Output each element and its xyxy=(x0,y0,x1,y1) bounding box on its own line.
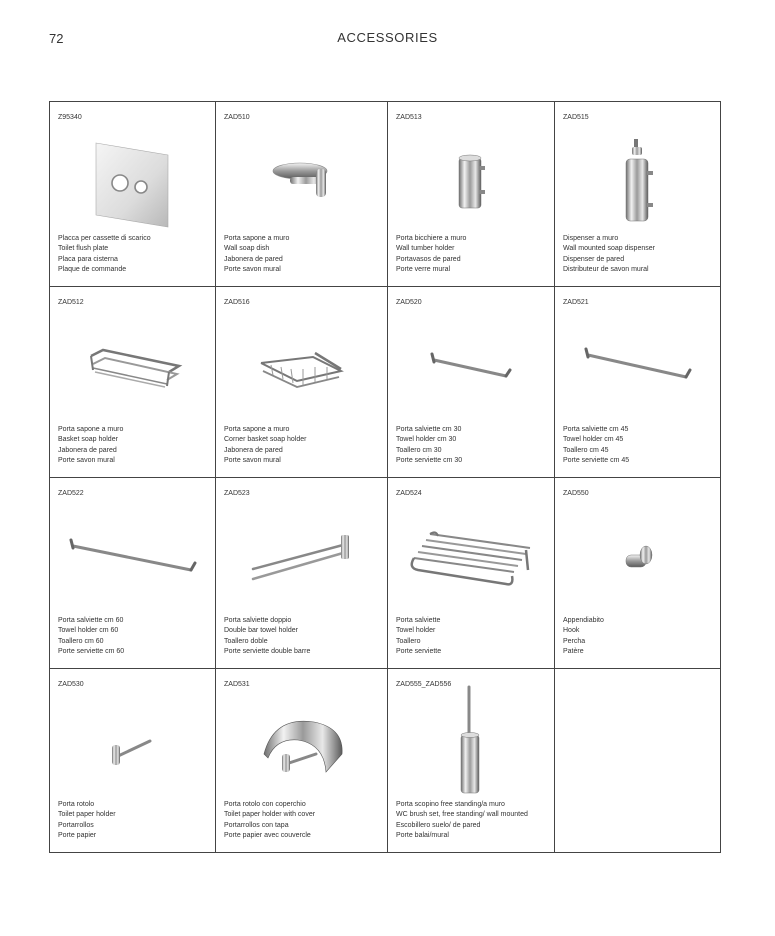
product-code: ZAD522 xyxy=(58,490,84,497)
product-cell xyxy=(216,669,388,852)
product-cell xyxy=(388,287,555,478)
corner-basket-icon xyxy=(216,317,387,417)
towel-bar-30-icon xyxy=(388,317,554,417)
product-description: Appendiabito Hook Percha Patère xyxy=(563,617,604,655)
product-description: Porta scopino free standing/a muro WC brush set, free standing/ wall mounted Escobillero suelo/ de pared Porte balai/mural xyxy=(396,801,528,839)
product-description: Porta bicchiere a muro Wall tumber holder Portavasos de pared Porte verre mural xyxy=(396,235,467,273)
hook-icon xyxy=(555,508,720,608)
product-cell xyxy=(216,287,388,478)
product-cell xyxy=(555,102,720,287)
product-code: ZAD516 xyxy=(224,299,250,306)
product-grid xyxy=(49,101,721,853)
towel-bar-60-icon xyxy=(50,508,215,608)
towel-bar-45-icon xyxy=(555,317,720,417)
product-description: Porta rotolo con coperchio Toilet paper holder with cover Portarrollos con tapa Porte papier avec couvercle xyxy=(224,801,316,839)
product-cell xyxy=(50,478,216,669)
basket-soap-holder-icon xyxy=(50,317,215,417)
product-code: ZAD515 xyxy=(563,114,589,121)
product-code: ZAD512 xyxy=(58,299,84,306)
product-cell xyxy=(388,478,555,669)
product-description: Porta rotolo Toilet paper holder Portarrollos Porte papier xyxy=(58,801,116,839)
flush-plate-icon xyxy=(50,132,215,232)
product-code: ZAD530 xyxy=(58,681,84,688)
product-description: Porta sapone a muro Wall soap dish Jabonera de pared Porte savon mural xyxy=(224,235,290,273)
product-description: Porta salviette cm 30 Towel holder cm 30 Toallero cm 30 Porte serviette cm 30 xyxy=(396,426,463,464)
product-code: ZAD513 xyxy=(396,114,422,121)
product-code: ZAD521 xyxy=(563,299,589,306)
product-description: Porta sapone a muro Corner basket soap holder Jabonera de pared Porte savon mural xyxy=(224,426,307,464)
product-code: ZAD555_ZAD556 xyxy=(396,681,452,688)
product-cell xyxy=(50,287,216,478)
product-code: ZAD510 xyxy=(224,114,250,121)
product-description: Placca per cassette di scarico Toilet flush plate Placa para cisterna Plaque de commande xyxy=(58,235,151,273)
product-code: ZAD520 xyxy=(396,299,422,306)
toilet-paper-holder-icon xyxy=(50,699,215,799)
product-code: ZAD531 xyxy=(224,681,250,688)
product-description: Porta sapone a muro Basket soap holder Jabonera de pared Porte savon mural xyxy=(58,426,124,464)
product-code: ZAD523 xyxy=(224,490,250,497)
product-cell xyxy=(216,102,388,287)
product-description: Dispenser a muro Wall mounted soap dispenser Dispenser de pared Distributeur de savon mural xyxy=(563,235,655,273)
covered-paper-holder-icon xyxy=(216,699,387,799)
product-description: Porta salviette Towel holder Toallero Porte serviette xyxy=(396,617,442,655)
empty-cell xyxy=(555,669,720,852)
towel-shelf-icon xyxy=(388,508,554,608)
page-number: 72 xyxy=(49,31,64,46)
soap-dispenser-icon xyxy=(555,132,720,232)
product-cell xyxy=(388,669,555,852)
page-title: ACCESSORIES xyxy=(337,30,438,45)
product-code: ZAD550 xyxy=(563,490,589,497)
double-towel-bar-icon xyxy=(216,508,387,608)
product-description: Porta salviette cm 45 Towel holder cm 45 Toallero cm 45 Porte serviette cm 45 xyxy=(563,426,630,464)
product-description: Porta salviette doppio Double bar towel holder Toallero doble Porte serviette double barre xyxy=(224,617,311,655)
tumbler-holder-icon xyxy=(388,132,554,232)
product-description: Porta salviette cm 60 Towel holder cm 60 Toallero cm 60 Porte serviette cm 60 xyxy=(58,617,125,655)
product-cell xyxy=(555,287,720,478)
product-cell xyxy=(388,102,555,287)
product-cell xyxy=(50,669,216,852)
product-cell xyxy=(50,102,216,287)
toilet-brush-icon xyxy=(388,685,554,797)
product-cell xyxy=(555,478,720,669)
product-code: Z95340 xyxy=(58,114,82,121)
product-code: ZAD524 xyxy=(396,490,422,497)
product-cell xyxy=(216,478,388,669)
soap-dish-icon xyxy=(216,132,387,232)
